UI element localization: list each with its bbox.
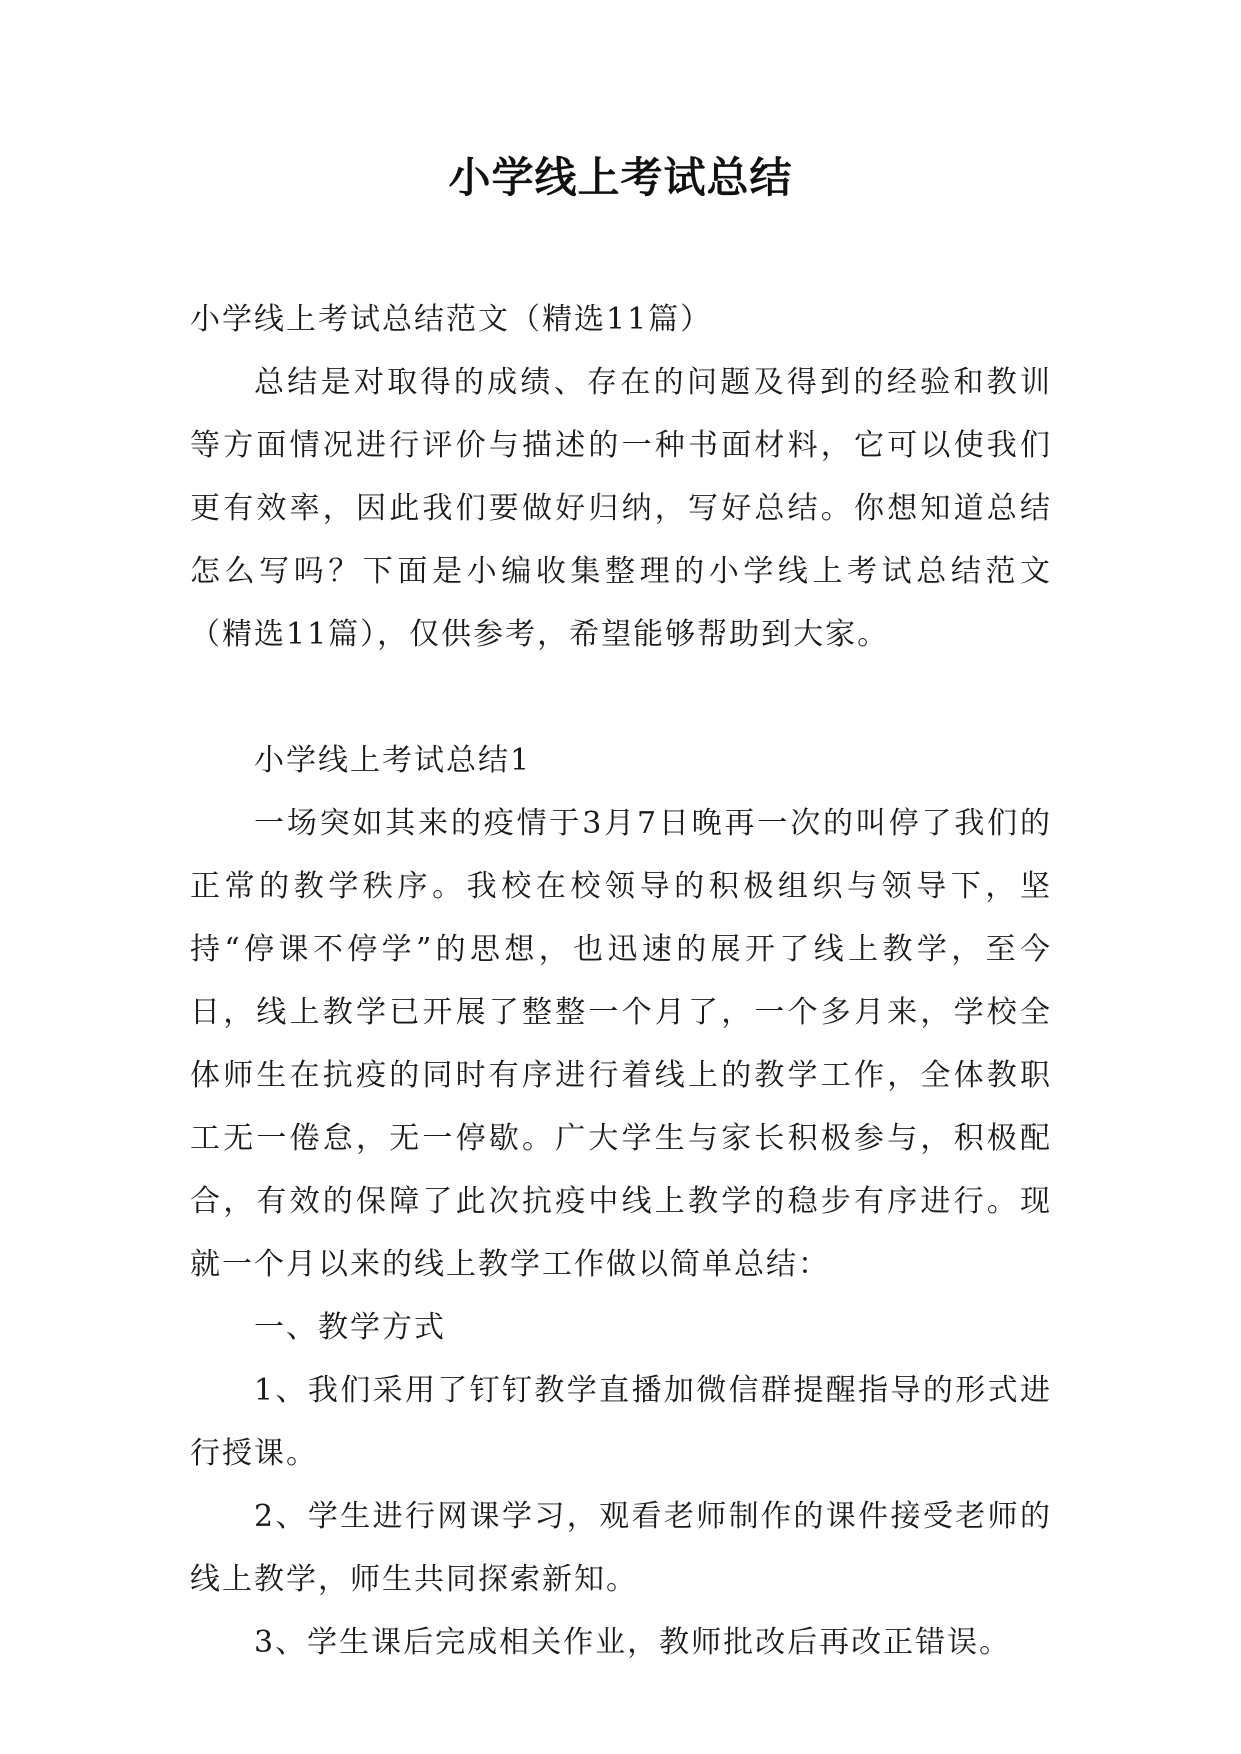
subheading-teaching-method: 一、教学方式 — [254, 1310, 446, 1345]
list-item: 3、学生课后完成相关作业，教师批改后再改正错误。 — [254, 1625, 1012, 1660]
body-paragraph: 一场突如其来的疫情于3月7日晚再一次的叫停了我们的正常的教学秩序。我校在校领导的积极组织与领导下，坚持“停课不停学”的思想，也迅速的展开了线上教学，至今日，线上教学已开展了整整一个月了，一个多月来，学校全体师生在抗疫的同时有序进行着线上的教学工作，全体教职工无一倦怠，无一停歇。广大学生与家长积极参与，积极配合，有效的保障了此次抗疫中线上教学的稳步有序进行。现就一个月以来的线上教学工作做以简单总结： — [190, 806, 1052, 1282]
document-title: 小学线上考试总结 — [448, 153, 793, 202]
subtitle-paragraph: 小学线上考试总结范文（精选11篇） — [190, 302, 713, 337]
blank-line — [190, 666, 1052, 729]
document-body — [190, 288, 1052, 1674]
section-heading: 小学线上考试总结1 — [254, 743, 532, 778]
list-item: 2、学生进行网课学习，观看老师制作的课件接受老师的线上教学，师生共同探索新知。 — [190, 1499, 1052, 1597]
list-item: 1、我们采用了钉钉教学直播加微信群提醒指导的形式进行授课。 — [190, 1373, 1052, 1471]
intro-paragraph: 总结是对取得的成绩、存在的问题及得到的经验和教训等方面情况进行评价与描述的一种书面材料，它可以使我们更有效率，因此我们要做好归纳，写好总结。你想知道总结怎么写吗？下面是小编收集整理的小学线上考试总结范文（精选11篇），仅供参考，希望能够帮助到大家。 — [190, 365, 1052, 652]
